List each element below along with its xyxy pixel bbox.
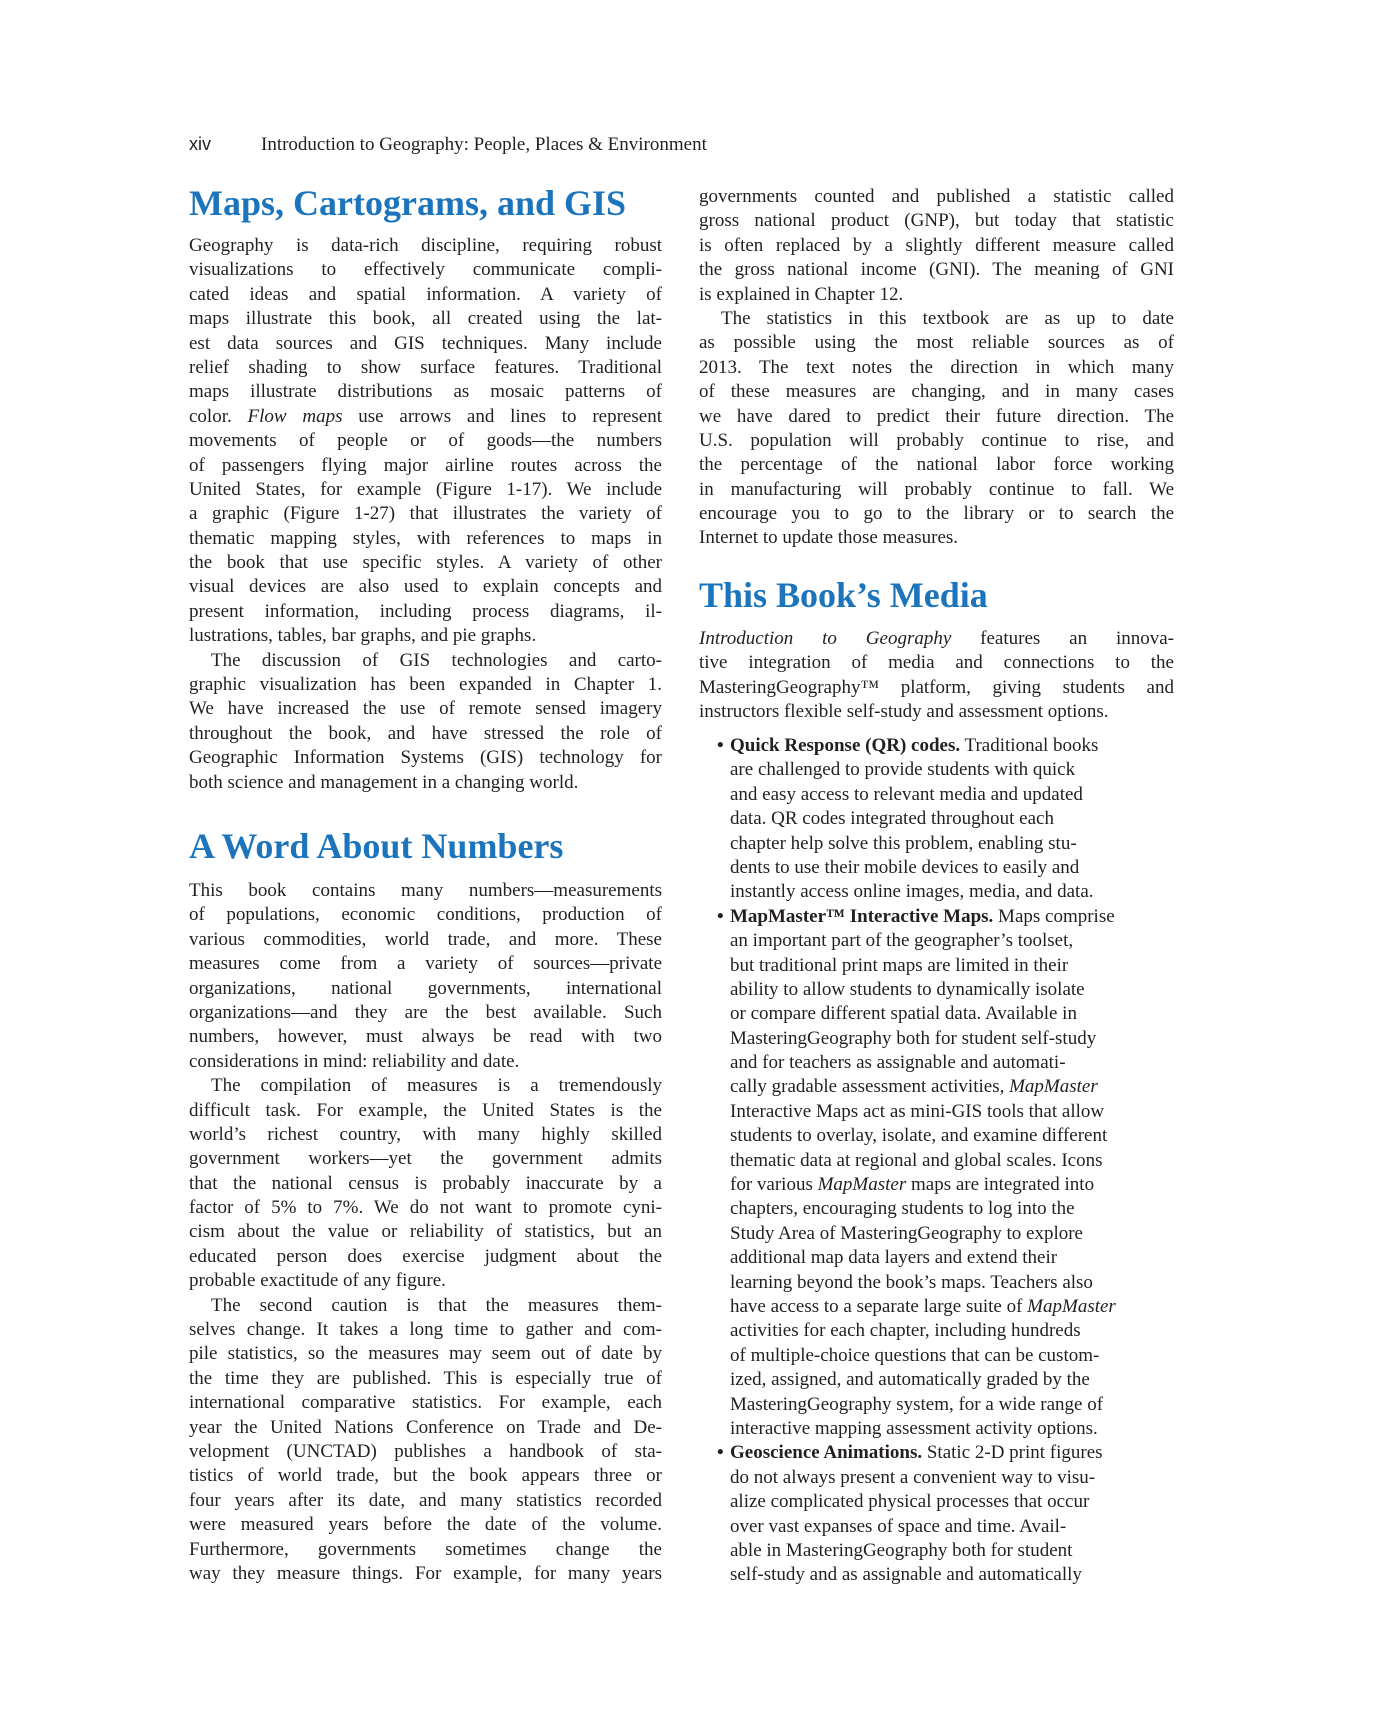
section-body-numbers: [189, 879, 662, 1586]
bullet-icon: •: [717, 905, 724, 927]
text-line: government workers—yet the government admits: [189, 1148, 662, 1170]
text-line: [730, 905, 1180, 929]
text-line: are challenged to provide students with quick: [730, 759, 1076, 781]
text-line: of passengers flying major airline routes across the: [189, 454, 662, 476]
text-line: factor of 5% to 7%. We do not want to promote cyni-: [189, 1197, 662, 1219]
text-line: were measured years before the date of the volume.: [189, 1514, 662, 1536]
text-line: activities for each chapter, including hundreds: [730, 1320, 1081, 1342]
text-line: international comparative statistics. For example, each: [189, 1392, 662, 1414]
text-line: encourage you to go to the library or to search the: [699, 503, 1174, 525]
text-line: alize complicated physical processes that occur: [730, 1491, 1090, 1513]
text-line: learning beyond the book’s maps. Teachers also: [730, 1271, 1093, 1293]
bullet-icon: •: [717, 735, 724, 756]
bullet-item: [717, 1441, 1180, 1587]
text-line: or compare different spatial data. Available in: [730, 1003, 1077, 1025]
text-run: use arrows and lines to represent: [342, 405, 662, 427]
text-line: the percentage of the national labor force working: [699, 454, 1174, 476]
text-line: interactive mapping assessment activity options.: [730, 1417, 1098, 1439]
paragraph: [699, 307, 1174, 551]
text-line: United States, for example (Figure 1-17). We include: [189, 478, 662, 500]
text-line: measures come from a variety of sources—private: [189, 953, 662, 975]
text-line: instructors flexible self-study and assessment options.: [699, 701, 1109, 723]
text-line: Furthermore, governments sometimes change the: [189, 1538, 662, 1560]
text-line: [730, 1173, 1180, 1197]
text-line: organizations—and they are the best available. Such: [189, 1001, 662, 1023]
text-line: students to overlay, isolate, and examine different: [730, 1125, 1108, 1147]
text-line: 2013. The text notes the direction in which many: [699, 356, 1174, 378]
text-line: but traditional print maps are limited in their: [730, 954, 1069, 976]
text-line: visual devices are also used to explain concepts and: [189, 576, 662, 598]
paragraph: [699, 185, 1174, 307]
bold-lead-in: Geoscience Animations.: [730, 1442, 923, 1464]
text-line: movements of people or of goods—the numbers: [189, 430, 662, 452]
text-line: four years after its date, and many statistics recorded: [189, 1489, 662, 1511]
text-line: cism about the value or reliability of statistics, but an: [189, 1221, 662, 1243]
text-run: color.: [189, 405, 248, 427]
text-line: educated person does exercise judgment about the: [189, 1245, 662, 1267]
section-heading-maps: Maps, Cartograms, and GIS: [189, 183, 627, 223]
text-run: cally gradable assessment activities,: [730, 1076, 1010, 1098]
text-run: features an innova-: [951, 628, 1175, 649]
section-heading-media: This Book’s Media: [699, 575, 988, 615]
text-line: Interactive Maps act as mini-GIS tools that allow: [730, 1100, 1105, 1122]
section-intro-media: [699, 627, 1174, 725]
text-line: numbers, however, must always be read with two: [189, 1026, 662, 1048]
text-line: an important part of the geographer’s toolset,: [730, 930, 1074, 952]
text-line: of populations, economic conditions, production of: [189, 904, 662, 926]
text-line: Geography is data-rich discipline, requiring robust: [189, 235, 662, 256]
italic-text: MapMaster: [1009, 1076, 1098, 1098]
text-line: chapter help solve this problem, enabling stu-: [730, 832, 1077, 854]
text-line: [730, 734, 1180, 758]
bullet-item: [717, 734, 1180, 905]
text-line: world’s richest country, with many highly skilled: [189, 1123, 662, 1145]
text-run: for various: [730, 1174, 818, 1196]
text-line: that the national census is probably inaccurate by a: [189, 1172, 662, 1194]
text-line: velopment (UNCTAD) publishes a handbook of sta-: [189, 1440, 662, 1462]
text-line: The discussion of GIS technologies and carto-: [211, 649, 662, 671]
text-line: considerations in mind: reliability and date.: [189, 1050, 520, 1072]
text-line: instantly access online images, media, and data.: [730, 881, 1094, 903]
text-line: over vast expanses of space and time. Avail-: [730, 1515, 1067, 1537]
text-line: This book contains many numbers—measurements: [189, 880, 662, 901]
text-line: both science and management in a changing world.: [189, 771, 579, 793]
bold-lead-in: MapMaster™ Interactive Maps.: [730, 905, 994, 927]
paragraph: [189, 649, 662, 795]
text-line: dents to use their mobile devices to easily and: [730, 856, 1080, 878]
text-line: pile statistics, so the measures may seem out of date by: [189, 1343, 662, 1365]
text-line: U.S. population will probably continue to rise, and: [699, 429, 1174, 451]
text-line: ized, assigned, and automatically graded by the: [730, 1369, 1090, 1391]
text-line: est data sources and GIS techniques. Many include: [189, 332, 662, 354]
paragraph: [189, 1294, 662, 1587]
paragraph: [699, 627, 1174, 725]
text-line: governments counted and published a statistic called: [699, 186, 1174, 207]
text-line: and for teachers as assignable and automati-: [730, 1052, 1066, 1074]
italic-text: Introduction to Geography: [699, 628, 952, 649]
italic-text: Flow maps: [247, 405, 343, 427]
text-line: Geographic Information Systems (GIS) technology for: [189, 747, 662, 769]
continued-text: [699, 185, 1174, 551]
text-line: Internet to update those measures.: [699, 527, 959, 549]
text-line: [189, 405, 662, 429]
text-line: difficult task. For example, the United States is the: [189, 1099, 662, 1121]
text-line: self-study and as assignable and automatically: [730, 1564, 1082, 1586]
text-line: thematic mapping styles, with references to maps in: [189, 527, 662, 549]
text-run: Static 2-D print figures: [922, 1442, 1103, 1464]
text-line: is explained in Chapter 12.: [699, 283, 904, 305]
text-line: the time they are published. This is especially true of: [189, 1367, 662, 1389]
text-line: tistics of world trade, but the book appears three or: [189, 1465, 662, 1487]
italic-text: MapMaster: [1027, 1295, 1116, 1317]
running-header: [189, 134, 707, 156]
paragraph: [189, 234, 662, 649]
text-line: maps illustrate distributions as mosaic patterns of: [189, 381, 662, 403]
text-line: Study Area of MasteringGeography to explore: [730, 1222, 1083, 1244]
text-line: selves change. It takes a long time to gather and com-: [189, 1319, 662, 1341]
text-line: [699, 627, 1174, 651]
text-line: cated ideas and spatial information. A variety of: [189, 283, 662, 305]
text-line: gross national product (GNP), but today that statistic: [699, 210, 1174, 232]
running-title: Introduction to Geography: People, Places & Environment: [261, 134, 707, 155]
text-line: lustrations, tables, bar graphs, and pie graphs.: [189, 625, 537, 647]
text-line: chapters, encouraging students to log into the: [730, 1198, 1075, 1220]
text-line: tive integration of media and connections to the: [699, 652, 1174, 674]
section-body-maps: [189, 234, 662, 795]
text-line: maps illustrate this book, all created using the lat-: [189, 308, 662, 330]
text-line: organizations, national governments, international: [189, 977, 662, 999]
text-line: in manufacturing will probably continue to fall. We: [699, 478, 1174, 500]
text-line: relief shading to show surface features. Traditional: [189, 356, 662, 378]
paragraph: [189, 879, 662, 1074]
text-line: of multiple-choice questions that can be custom-: [730, 1344, 1100, 1366]
text-line: we have dared to predict their future direction. The: [699, 405, 1174, 427]
text-line: is often replaced by a slightly different measure called: [699, 234, 1174, 256]
text-line: MasteringGeography system, for a wide range of: [730, 1393, 1104, 1415]
text-line: graphic visualization has been expanded in Chapter 1.: [189, 674, 662, 696]
bullet-item: [717, 905, 1180, 1442]
text-line: a graphic (Figure 1-27) that illustrates the variety of: [189, 503, 662, 525]
text-line: [730, 1075, 1180, 1099]
text-line: as possible using the most reliable sources as of: [699, 332, 1174, 354]
text-line: way they measure things. For example, for many years: [189, 1562, 662, 1584]
text-line: probable exactitude of any figure.: [189, 1270, 446, 1292]
text-run: Traditional books: [960, 735, 1099, 756]
text-line: able in MasteringGeography both for student: [730, 1539, 1073, 1561]
text-line: MasteringGeography both for student self-study: [730, 1027, 1097, 1049]
page-number: xiv: [189, 134, 211, 154]
text-line: The statistics in this textbook are as up to date: [721, 307, 1174, 329]
media-bullet-list: [717, 734, 1180, 1588]
text-line: present information, including process diagrams, il-: [189, 600, 662, 622]
text-run: have access to a separate large suite of: [730, 1295, 1028, 1317]
text-line: data. QR codes integrated throughout each: [730, 808, 1054, 830]
text-line: and easy access to relevant media and updated: [730, 783, 1083, 805]
paragraph: [189, 1074, 662, 1294]
bullet-icon: •: [717, 1442, 724, 1464]
text-line: the book that use specific styles. A variety of other: [189, 552, 662, 574]
text-line: We have increased the use of remote sensed imagery: [189, 698, 662, 720]
text-line: of these measures are changing, and in many cases: [699, 381, 1174, 403]
text-line: the gross national income (GNI). The meaning of GNI: [699, 259, 1174, 281]
text-line: year the United Nations Conference on Trade and De-: [189, 1416, 662, 1438]
text-line: various commodities, world trade, and more. These: [189, 928, 662, 950]
text-line: MasteringGeography™ platform, giving students and: [699, 676, 1174, 698]
text-line: The compilation of measures is a tremendously: [211, 1075, 662, 1097]
text-run: Maps comprise: [993, 905, 1115, 927]
text-line: thematic data at regional and global scales. Icons: [730, 1149, 1103, 1171]
text-run: maps are integrated into: [906, 1174, 1095, 1196]
text-line: [730, 1441, 1180, 1465]
bold-lead-in: Quick Response (QR) codes.: [730, 735, 961, 756]
text-line: visualizations to effectively communicate compli-: [189, 259, 662, 281]
text-line: throughout the book, and have stressed the role of: [189, 722, 662, 744]
section-heading-numbers: A Word About Numbers: [189, 826, 564, 866]
text-line: ability to allow students to dynamically isolate: [730, 978, 1085, 1000]
text-line: additional map data layers and extend their: [730, 1247, 1058, 1269]
text-line: [730, 1295, 1180, 1319]
text-line: The second caution is that the measures them-: [211, 1294, 662, 1316]
text-line: do not always present a convenient way to visu-: [730, 1466, 1096, 1488]
italic-text: MapMaster: [817, 1174, 907, 1196]
